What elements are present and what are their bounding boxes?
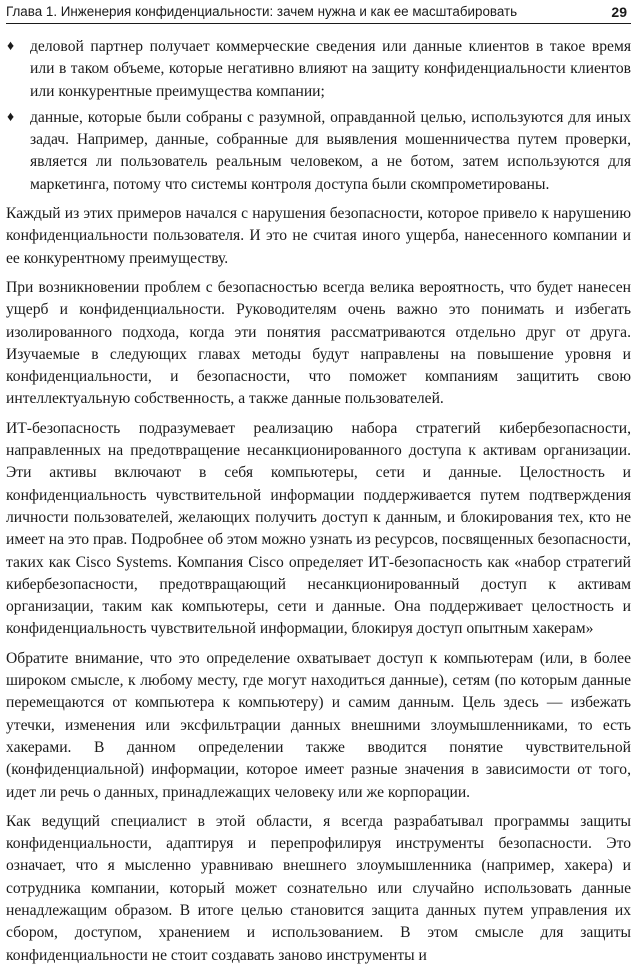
list-item (6, 107, 631, 196)
diamond-bullet-icon: ♦ (7, 109, 15, 125)
bullet-text: деловой партнер получает коммерческие сведения или данные клиентов в такое время или в таком объеме, которые негативно влияют на защиту конфиденциальности клиентов или конкурентные преимущества компании; (30, 38, 631, 100)
body-text (6, 36, 631, 967)
chapter-title: Глава 1. Инженерия конфиденциальности: зачем нужна и как ее масштабировать (6, 4, 518, 19)
bullet-text: данные, которые были собраны с разумной, оправданной целью, используются для иных задач. Например, данные, собранные для выявления мошенничества путем проверки, является ли пользователь реальным человеком, а не ботом, затем используются для маркетинга, потому что системы контроля доступа были скомпрометированы. (30, 108, 631, 193)
paragraph: ИТ-безопасность подразумевает реализацию набора стратегий кибербезопасности, направленных на предотвращение несанкционированного доступа к активам организации. Эти активы включают в себя компьютеры, сети и данные. Целостность и конфиденциальность чувствительной информации поддерживается путем подтверждения личности пользователей, желающих получить доступ к данным, и блокирования тех, кто не имеет на это прав. Подробнее об этом можно узнать из ресурсов, посвященных безопасности, таких как Cisco Systems. Компания Cisco определяет ИТ-безопасность как «набор стратегий кибербезопасности, предотвращающий несанкционированный доступ к активам организации, таким как компьютеры, сети и данные. Она поддерживает целостность и конфиденциальность чувствительной информации, блокируя доступ опытным хакерам» (6, 419, 631, 638)
diamond-bullet-icon: ♦ (7, 39, 15, 54)
page-number: 29 (611, 4, 627, 20)
paragraph: Как ведущий специалист в этой области, я всегда разрабатывал программы защиты конфиденциальности, адаптируя и перепрофилируя инструменты безопасности. Это означает, что я мысленно уравниваю внешнего злоумышленника (например, хакера) и сотрудника компании, который может сознательно или случайно использовать данные ненадлежащим образом. В итоге целью становится защита данных путем управления их сбором, доступом, хранением и использованием. В этом смысле для защиты конфиденциальности не стоит создавать заново инструменты и (6, 812, 631, 964)
bullet-list (6, 36, 631, 196)
paragraph: Каждый из этих примеров начался с нарушения безопасности, которое привело к нарушению конфиденциальности пользователя. И это не считая иного ущерба, нанесенного компании и ее конкурентному преимуществу. (6, 205, 631, 267)
running-header (6, 0, 631, 24)
paragraph: Обратите внимание, что это определение охватывает доступ к компьютерам (или, в более широком смысле, к любому месту, где могут находиться данные), сетям (по которым данные перемещаются от компьютера к компьютеру) и самим данным. Цель здесь — избежать утечки, изменения или эксфильтрации данных внешними злоумышленниками, то есть хакерами. В данном определении также вводится понятие чувствительной (конфиденциальной) информации, которое имеет разные значения в зависимости от того, идет ли речь о данных, принадлежащих человеку или же корпорации. (6, 649, 631, 801)
list-item (6, 36, 631, 103)
paragraph: При возникновении проблем с безопасностью всегда велика вероятность, что будет нанесен ущерб и конфиденциальности. Руководителям очень важно это понимать и избегать изолированного подхода, когда эти понятия рассматриваются отдельно друг от друга. Изучаемые в следующих главах методы будут направлены на повышение уровня и конфиденциальности, и безопасности, что поможет компаниям защитить свою интеллектуальную собственность, а также данные пользователей. (6, 278, 631, 408)
